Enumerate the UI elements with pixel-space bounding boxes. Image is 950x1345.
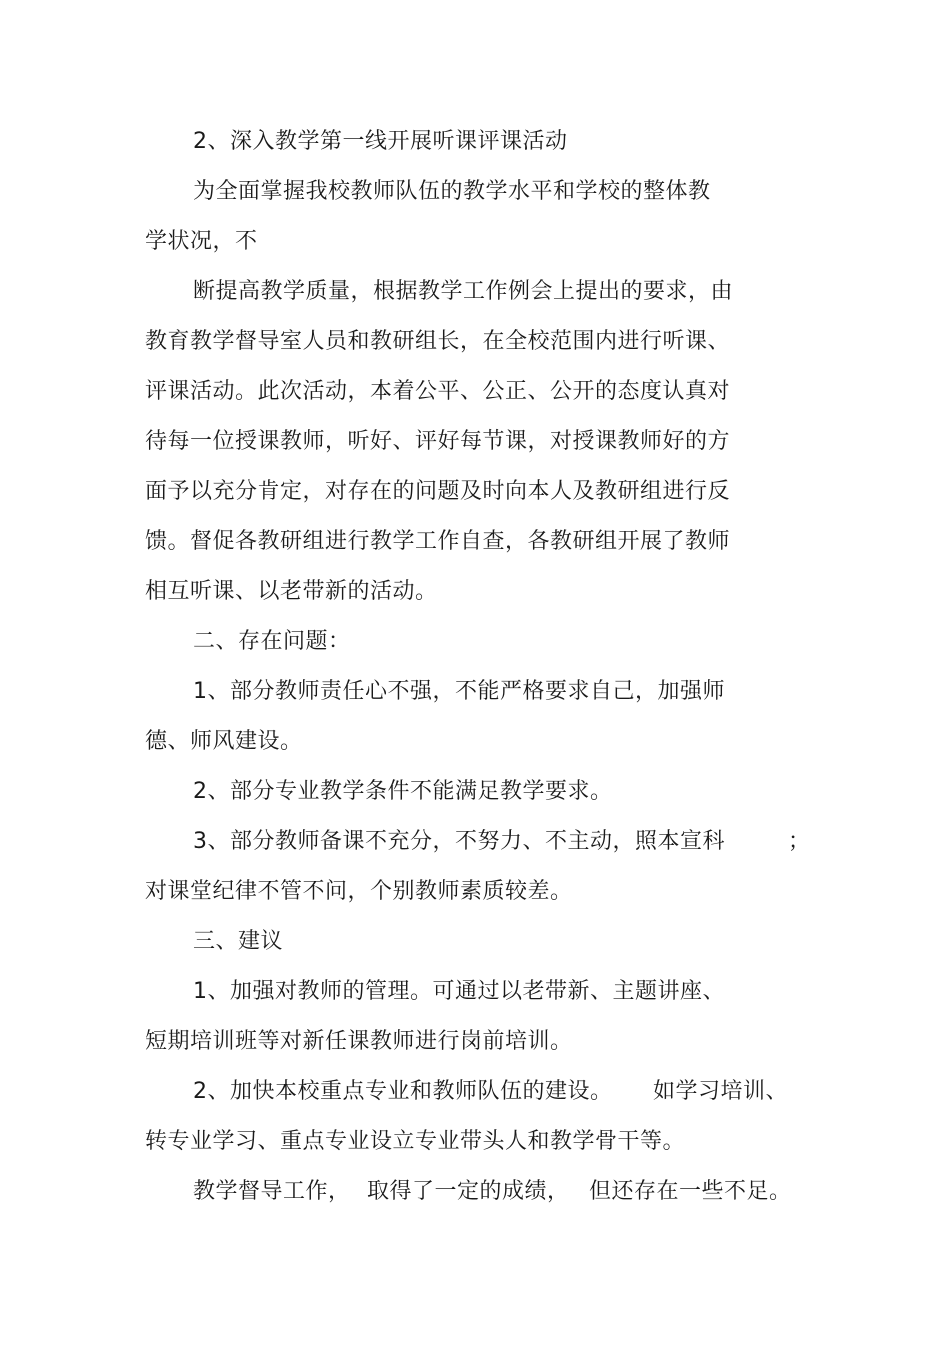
- paragraph-line: 相互听课、以老带新的活动。: [145, 579, 438, 604]
- paragraph-line: 为全面掌握我校教师队伍的教学水平和学校的整体教: [193, 179, 711, 204]
- paragraph-line: 面予以充分肯定，对存在的问题及时向本人及教研组进行反: [145, 479, 731, 504]
- list-item: 2、加快本校重点专业和教师队伍的建设。: [193, 1079, 613, 1104]
- paragraph-line: 馈。督促各教研组进行教学工作自查，各教研组开展了教师: [145, 529, 731, 554]
- paragraph-line: 待每一位授课教师，听好、评好每节课，对授课教师好的方: [145, 429, 731, 454]
- paragraph-fragment: 取得了一定的成绩，: [367, 1179, 570, 1204]
- paragraph-fragment: 如学习培训、: [653, 1079, 789, 1104]
- list-item: 2、部分专业教学条件不能满足教学要求。: [193, 779, 613, 804]
- paragraph-line: 断提高教学质量，根据教学工作例会上提出的要求，由: [193, 279, 734, 304]
- section-heading-suggestions: 三、建议: [193, 929, 284, 954]
- paragraph-fragment: 教学督导工作，: [193, 1179, 351, 1204]
- paragraph-line: 评课活动。此次活动，本着公平、公正、公开的态度认真对: [145, 379, 731, 404]
- semicolon-mark: ；: [788, 829, 811, 854]
- list-item: 3、部分教师备课不充分，不努力、不主动，照本宣科: [193, 829, 725, 854]
- paragraph-line: 教育教学督导室人员和教研组长，在全校范围内进行听课、: [145, 329, 731, 354]
- section-heading-2: 2、深入教学第一线开展听课评课活动: [193, 129, 568, 154]
- paragraph-line: 转专业学习、重点专业设立专业带头人和教学骨干等。: [145, 1129, 686, 1154]
- paragraph-line: 学状况，不: [145, 229, 258, 254]
- list-item: 1、加强对教师的管理。可通过以老带新、主题讲座、: [193, 979, 725, 1004]
- section-heading-issues: 二、存在问题：: [193, 629, 351, 654]
- paragraph-line: 短期培训班等对新任课教师进行岗前培训。: [145, 1029, 573, 1054]
- paragraph-line: 对课堂纪律不管不问，个别教师素质较差。: [145, 879, 573, 904]
- list-item: 1、部分教师责任心不强，不能严格要求自己，加强师: [193, 679, 725, 704]
- paragraph-fragment: 但还存在一些不足。: [589, 1179, 792, 1204]
- paragraph-line: 德、师风建设。: [145, 729, 303, 754]
